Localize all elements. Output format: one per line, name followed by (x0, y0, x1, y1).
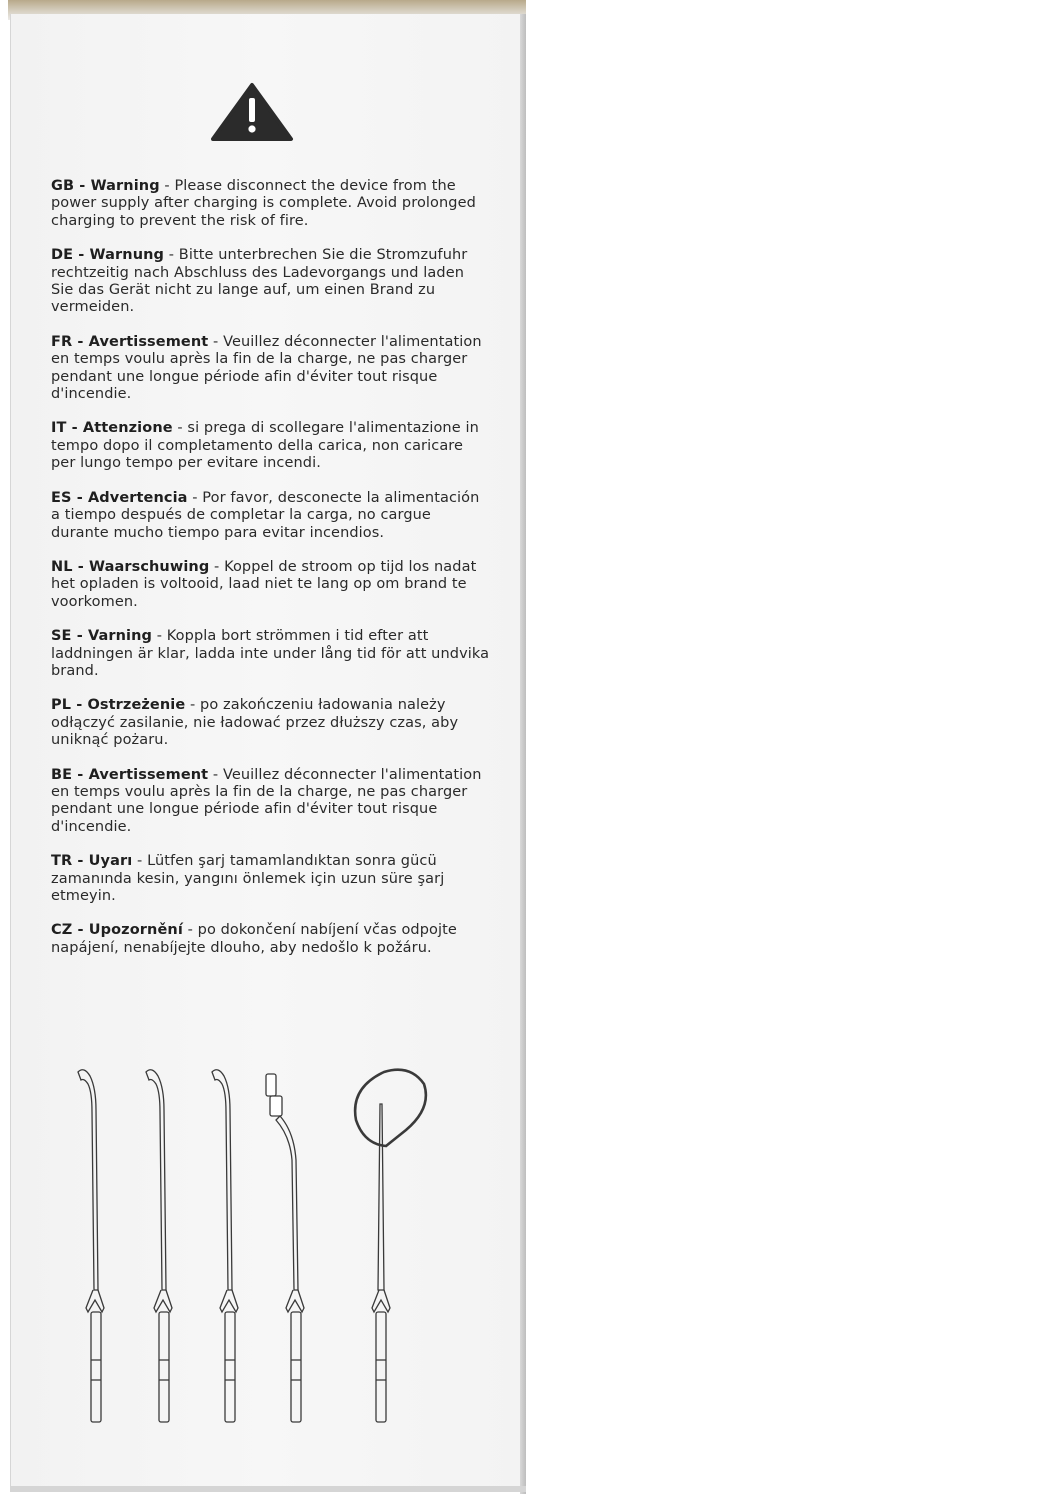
box-right-edge (520, 14, 526, 1494)
warning-label: CZ - Upozornění (51, 922, 183, 939)
warning-es (51, 490, 491, 542)
warnings-list (51, 178, 491, 974)
warning-text: - Veuillez déconnecter l'alimentation en temps voulu après la fin de la charge, ne pas charger pendant une longue période afin d'éviter tout risque d'incendie. (51, 333, 482, 403)
warning-text: - si prega di scollegare l'alimentazione in tempo dopo il completamento della carica, non caricare per lungo tempo per evitare incendi. (51, 420, 479, 472)
warning-text: - Koppel de stroom op tijd los nadat het opladen is voltooid, laad niet te lang op om brand te voorkomen. (51, 558, 477, 610)
warning-label: FR - Avertissement (51, 333, 209, 350)
warning-label: GB - Warning (51, 178, 160, 194)
warning-label: ES - Advertencia (51, 489, 188, 506)
warning-text: - Please disconnect the device from the power supply after charging is complete. Avoid prolonged charging to prevent the risk of fire. (51, 178, 476, 229)
warning-se (51, 628, 491, 680)
warning-pl (51, 697, 491, 749)
warning-text: - po dokončení nabíjení včas odpojte napájení, nenabíjejte dlouho, aby nedošlo k požáru. (51, 922, 457, 956)
classic-jet-tip-icon (212, 1070, 238, 1422)
warning-cz (51, 922, 491, 957)
warning-text: - Veuillez déconnecter l'alimentation en temps voulu après la fin de la charge, ne pas charger pendant une longue période afin d'éviter tout risque d'incendie. (51, 766, 482, 835)
warning-label: IT - Attenzione (51, 420, 173, 437)
warning-label: NL - Waarschuwing (51, 558, 210, 575)
nozzle-tips-illustration (60, 1060, 460, 1480)
box-bottom-edge (10, 1486, 526, 1492)
classic-jet-tip-icon (146, 1070, 172, 1422)
warning-text: - Bitte unterbrechen Sie die Stromzufuhr rechtzeitig nach Abschluss des Ladevorgangs und laden Sie das Gerät nicht zu lange auf, um einen Brand zu vermeiden. (51, 247, 468, 316)
warning-gb (51, 178, 491, 230)
warning-it (51, 420, 491, 472)
warning-text: - Lütfen şarj tamamlandıktan sonra gücü zamanında kesin, yangını önlemek için uzun süre şarj etmeyin. (51, 853, 445, 904)
orthodontic-brush-tip-icon (266, 1074, 304, 1422)
warning-text: - Koppla bort strömmen i tid efter att laddningen är klar, ladda inte under lång tid för att undvika brand. (51, 628, 490, 679)
warning-tr (51, 853, 491, 905)
warning-triangle-icon (210, 82, 294, 142)
warning-de (51, 247, 491, 317)
warning-text: - po zakończeniu ładowania należy odłączyć zasilanie, nie ładować przez dłuższy czas, aby uniknąć pożaru. (51, 697, 459, 749)
warning-label: DE - Warnung (51, 247, 165, 264)
warning-be (51, 767, 491, 837)
warning-text: - Por favor, desconecte la alimentación a tiempo después de completar la carga, no cargue durante mucho tiempo para evitar incendios. (51, 489, 480, 541)
warning-label: TR - Uyarı (51, 853, 133, 870)
warning-label: BE - Avertissement (51, 766, 209, 783)
tongue-cleaner-tip-icon (355, 1070, 426, 1422)
warning-nl (51, 559, 491, 611)
classic-jet-tip-icon (78, 1070, 104, 1422)
warning-label: SE - Varning (51, 628, 153, 645)
warning-fr (51, 334, 491, 404)
warning-label: PL - Ostrzeżenie (51, 697, 186, 714)
